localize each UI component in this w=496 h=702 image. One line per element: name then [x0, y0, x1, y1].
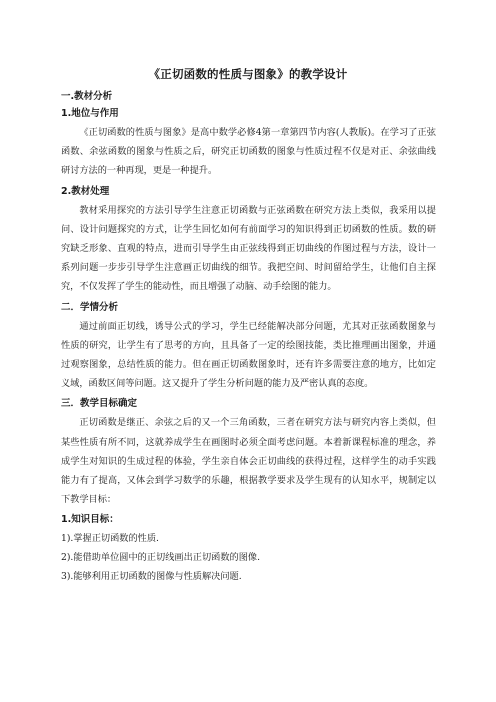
section-heading-knowledge-goals: 1.知识目标：: [61, 514, 119, 526]
list-item: 1).掌握正切函数的性质.: [61, 533, 159, 545]
section-heading-textbook-analysis: 一.教材分析: [61, 91, 113, 102]
paragraph-teaching-goals: 正切函数是继正、余弦之后的又一个三角函数，三者在研究方法与研究内容上类似，但某些性质有所不同，这就养成学生在画图时必须全面考虑问题。本着新课程标准的理念，养成学生对知识的生成过程的体验，学生亲自体会正切曲线的获得过程，这样学生的动手实践能力有了提高，又体会到学习数学的乐趣，根据教学要求及学生现有的认知水平，规制定以下教学目标：: [61, 417, 436, 506]
section-heading-learner-analysis: 二．学情分析: [61, 301, 119, 313]
section-heading-textbook-handling: 2.教材处理: [61, 185, 110, 197]
paragraph-learner-analysis: 通过前面正切线，诱导公式的学习，学生已经能解决部分问题，尤其对正弦函数图象与性质的研究，让学生有了思考的方向，且具备了一定的绘图技能，类比推理画出图象，并通过观察图象，总结性质的能力。但在画正切函数图象时，还有许多需要注意的地方，比如定义域，函数区间等问题。这又提升了学生分析问题的能力及严密认真的态度。: [61, 320, 436, 390]
paragraph-textbook-handling: 教材采用探究的方法引导学生注意正切函数与正弦函数在研究方法上类似，我采用以提问、设计问题探究的方式，让学生回忆如何有前面学习的知识得到正切函数的性质。数的研究缺乏形象、直观的特点，进而引导学生由正弦线得到正切曲线的作图过程与方法，设计一系列问题一步步引导学生注意画正切曲线的细节。我把空间、时间留给学生，让他们自主探究，不仅发挥了学生的能动性，而且增强了动脑、动手绘图的能力。: [61, 204, 436, 293]
list-item: 2).能借助单位圆中的正切线画出正切函数的图像.: [61, 552, 261, 564]
list-item: 3).能够利用正切函数的图像与性质解决问题.: [61, 571, 242, 583]
section-heading-role: 1.地位与作用: [61, 108, 119, 119]
document-body: [61, 88, 436, 586]
section-heading-teaching-goals: 三．教学目标确定: [61, 398, 138, 410]
document-title: 《正切函数的性质与图象》的教学设计: [148, 67, 348, 81]
paragraph-role: 《正切函数的性质与图象》是高中数学必修4第一章第四节内容(人教版)。在学习了正弦函数、余弦函数的图象与性质之后，研究正切函数的图象与性质过程不仅是对正、余弦曲线研讨方法的一种再现，更是一种提升。: [61, 127, 436, 177]
